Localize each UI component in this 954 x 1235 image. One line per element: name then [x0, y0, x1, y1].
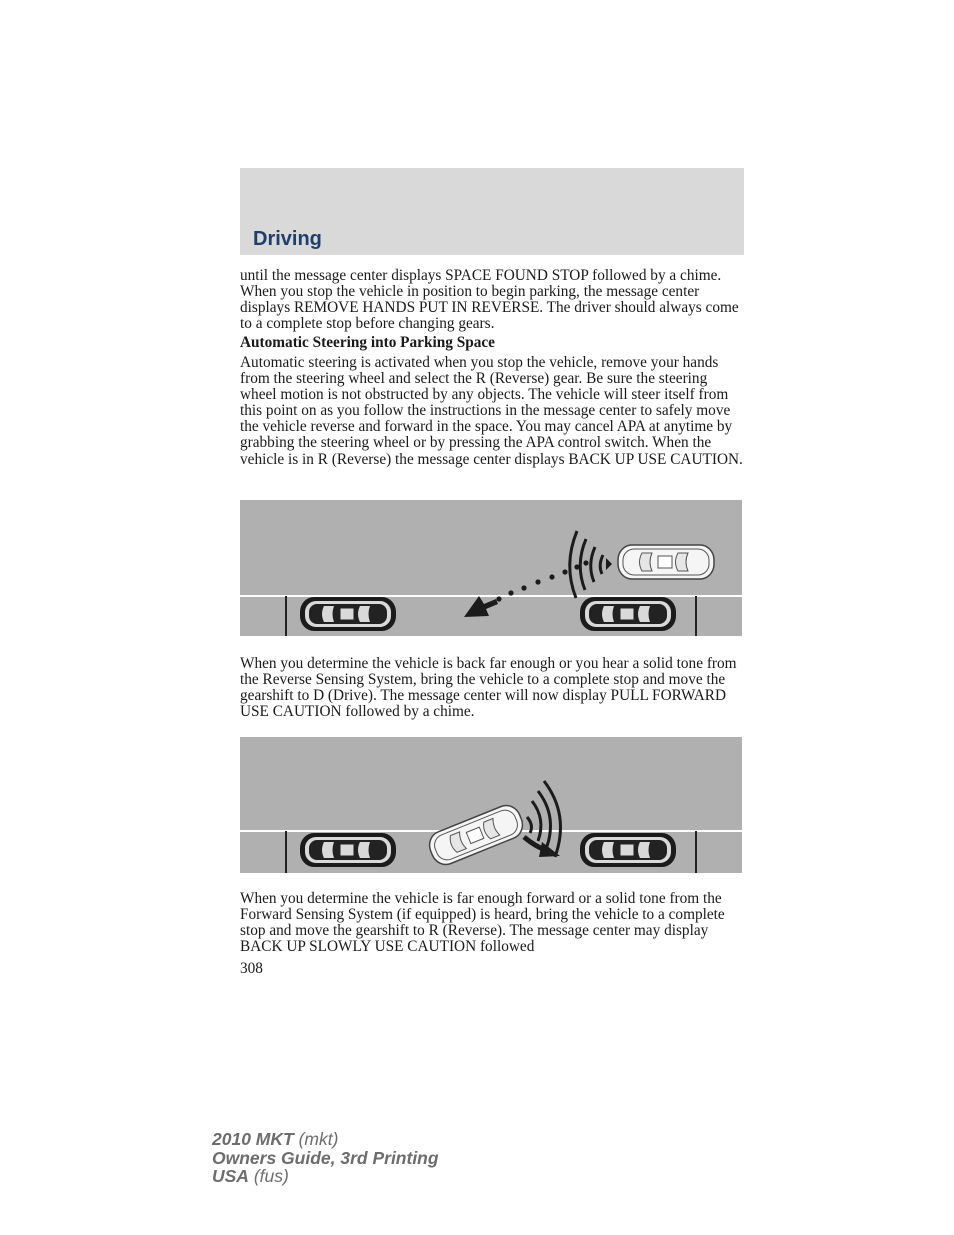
- footer-model-code: (mkt): [298, 1129, 339, 1149]
- paragraph-back-up-slowly: When you determine the vehicle is far enough forward or a solid tone from the Forward Sensing System (if equipped) is heard, bring the vehicle to a complete stop and move the gearshift to R (Reverse). The message center may display BACK UP SLOWLY USE CAUTION followed: [240, 890, 725, 956]
- forward-path-arrow: [524, 837, 560, 857]
- subheading: Automatic Steering into Parking Space: [240, 334, 495, 351]
- document-footer: [212, 1130, 439, 1186]
- parked-car-left: [300, 597, 396, 631]
- page-number: 308: [240, 960, 263, 977]
- figure-pull-forward: [240, 737, 742, 873]
- footer-model: 2010 MKT: [212, 1129, 294, 1149]
- footer-region-code: (fus): [253, 1166, 289, 1186]
- maneuvering-car: [618, 545, 714, 579]
- paragraph-pull-forward: When you determine the vehicle is back far enough or you hear a solid tone from the Reverse Sensing System, bring the vehicle to a complete stop and move the gearshift to D (Drive). The message center will now display PULL FORWARD USE CAUTION followed by a chime.: [240, 655, 737, 721]
- paragraph-intro: until the message center displays SPACE FOUND STOP followed by a chime. When you stop the vehicle in position to begin parking, the message center displays REMOVE HANDS PUT IN REVERSE. The driver should always come to a complete stop before changing gears.: [240, 267, 739, 333]
- parked-car-right: [580, 833, 676, 867]
- maneuvering-car: [425, 801, 527, 868]
- parked-car-left: [300, 833, 396, 867]
- parked-car-right: [580, 597, 676, 631]
- section-header-band: [240, 168, 744, 255]
- figure-reverse-into-space: [240, 500, 742, 636]
- section-title: Driving: [253, 228, 322, 250]
- sensor-waves-icon: [570, 531, 612, 598]
- footer-region: USA: [212, 1166, 249, 1186]
- footer-guide: Owners Guide, 3rd Printing: [212, 1147, 439, 1168]
- paragraph-automatic-steering: Automatic steering is activated when you stop the vehicle, remove your hands from the steering wheel and select the R (Reverse) gear. Be sure the steering wheel motion is not obstructed by any objects. The vehicle will steer itself from this point on as you follow the instructions in the message center to safely move the vehicle reverse and forward in the space. You may cancel APA at anytime by grabbing the steering wheel or by pressing the APA control switch. When the vehicle is in R (Reverse) the message center displays BACK UP USE CAUTION.: [240, 354, 743, 468]
